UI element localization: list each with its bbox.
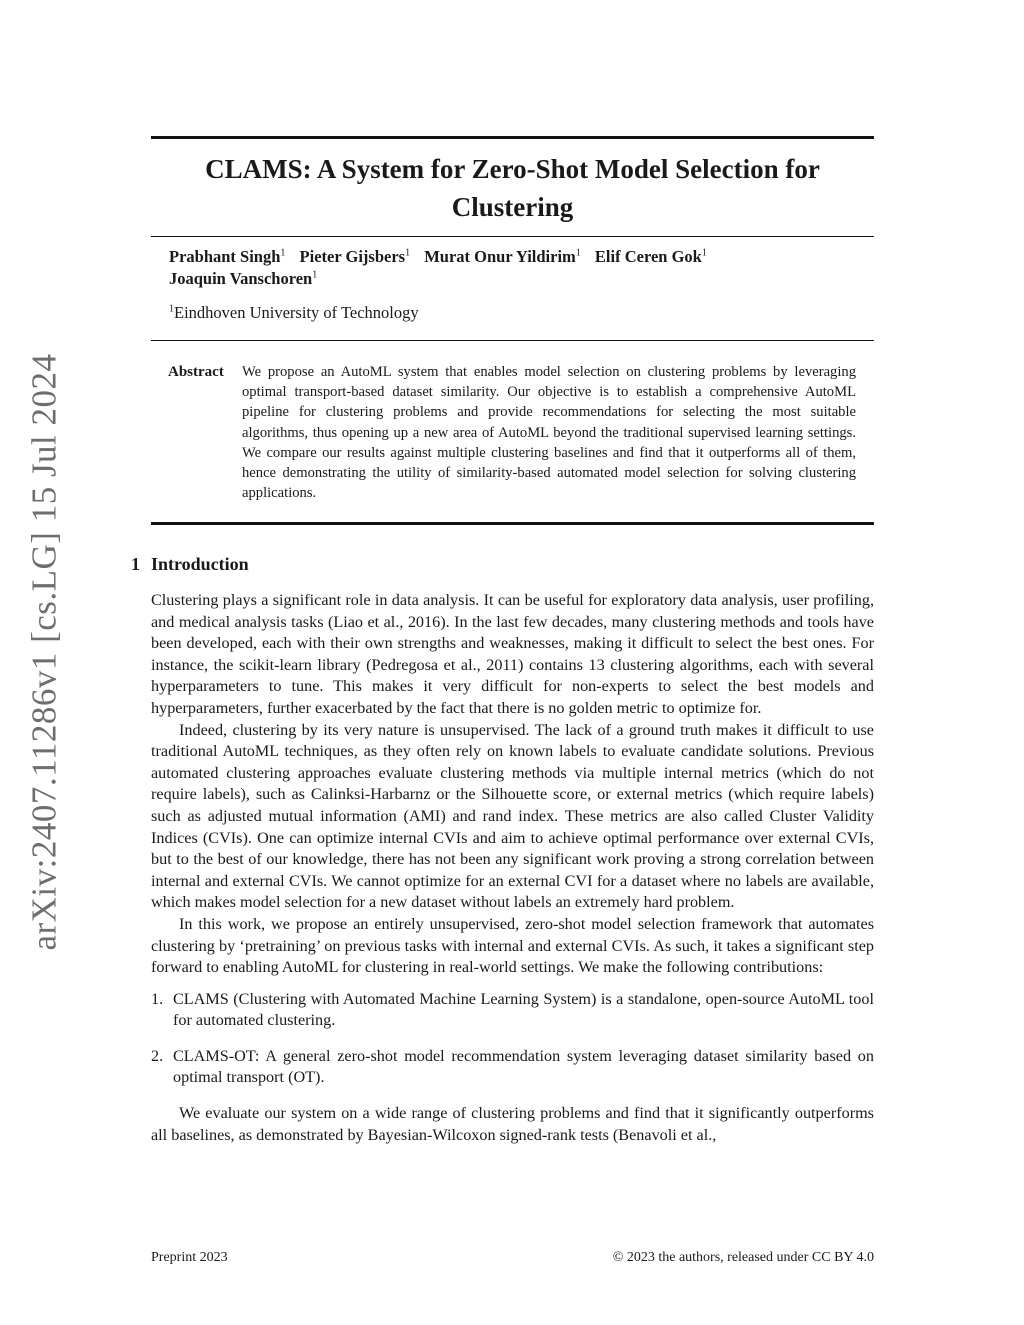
author: Murat Onur Yildirim$^1$ bbox=[424, 247, 581, 266]
list-item: 1. CLAMS (Clustering with Automated Machine Learning System) is a standalone, open-source AutoML tool for automated clustering. bbox=[151, 989, 874, 1030]
arxiv-identifier: arXiv:2407.11286v1 [cs.LG] 15 Jul 2024 bbox=[25, 353, 64, 951]
abstract-text: We propose an AutoML system that enables model selection on clustering problems by leveraging optimal transport-based dataset similarity. Our objective is to establish a comprehensive AutoML pipeline for clustering problems and provide recommendations for selecting the most suitable algorithms, thus opening up a new area of AutoML beyond the traditional supervised learning settings. We compare our results against multiple clustering baselines and find that it outperforms all of them, hence demonstrating the utility of similarity-based automated model selection for solving clustering applications. bbox=[242, 364, 856, 502]
abstract-block bbox=[168, 362, 856, 503]
affiliation: $^1$Eindhoven University of Technology bbox=[169, 303, 419, 322]
abstract-top-rule bbox=[151, 340, 874, 341]
abstract-label: Abstract bbox=[168, 364, 224, 380]
paper-title: CLAMS: A System for Zero-Shot Model Selection for Clustering bbox=[205, 154, 820, 222]
author-list bbox=[169, 246, 717, 290]
paragraph: Indeed, clustering by its very nature is unsupervised. The lack of a ground truth makes it difficult to use traditional AutoML techniques, as they often rely on known labels to evaluate candidate solutions. Previous automated clustering approaches evaluate clustering methods via multiple internal metrics (which do not require labels), such as Calinksi-Harbarnz or the Silhouette score, or external metrics (which require labels) such as adjusted mutual information (AMI) and rand index. These metrics are also called Cluster Validity Indices (CVIs). One can optimize internal CVIs and aim to achieve optimal performance over external CVIs, but to the best of our knowledge, there has not been any significant work proving a strong correlation between internal and external CVIs. We cannot optimize for an external CVI for a dataset where no labels are available, which makes model selection for a new dataset without labels an extremely hard problem. bbox=[151, 720, 874, 912]
author: Prabhant Singh$^1$ bbox=[169, 247, 286, 266]
section-number: 1 bbox=[131, 554, 140, 574]
title-bottom-rule bbox=[151, 236, 874, 237]
footer-preprint: Preprint 2023 bbox=[151, 1250, 228, 1265]
paragraph: In this work, we propose an entirely unsupervised, zero-shot model selection framework that automates clustering by ‘pretraining’ on previous tasks with internal and external CVIs. As such, it takes a significant step forward to enabling AutoML for clustering in real-world settings. We make the following contributions: bbox=[151, 914, 874, 977]
list-number: 1. bbox=[151, 989, 164, 1008]
footer-license: © 2023 the authors, released under CC BY 4.0 bbox=[612, 1250, 874, 1265]
section-title: Introduction bbox=[151, 554, 249, 574]
abstract-bottom-rule bbox=[151, 522, 874, 525]
body-text bbox=[151, 590, 874, 1146]
paragraph: Clustering plays a significant role in data analysis. It can be useful for exploratory data analysis, user profiling, and medical analysis tasks (Liao et al., 2016). In the last few decades, many clustering methods and tools have been developed, each with their own strengths and weaknesses, making it difficult to select the best ones. For instance, the scikit-learn library (Pedregosa et al., 2011) contains 13 clustering algorithms, each with several hyperparameters to tune. This makes it very difficult for non-experts to select the best models and hyperparameters, further exacerbated by the fact that there is no golden metric to optimize for. bbox=[151, 591, 874, 717]
arxiv-side-stamp bbox=[20, 353, 70, 951]
title-top-rule bbox=[151, 136, 874, 139]
list-number: 2. bbox=[151, 1046, 164, 1065]
paragraph: We evaluate our system on a wide range of clustering problems and find that it significantly outperforms all baselines, as demonstrated by Bayesian-Wilcoxon signed-rank tests (Benavoli et al., bbox=[151, 1104, 874, 1144]
author: Joaquin Vanschoren$^1$ bbox=[169, 269, 318, 288]
list-item: 2. CLAMS-OT: A general zero-shot model recommendation system leveraging dataset similarity based on optimal transport (OT). bbox=[151, 1046, 874, 1087]
author: Pieter Gijsbers$^1$ bbox=[299, 247, 411, 266]
contribution-list bbox=[151, 989, 874, 1089]
section-heading bbox=[131, 554, 249, 575]
author: Elif Ceren Gok$^1$ bbox=[594, 247, 707, 266]
